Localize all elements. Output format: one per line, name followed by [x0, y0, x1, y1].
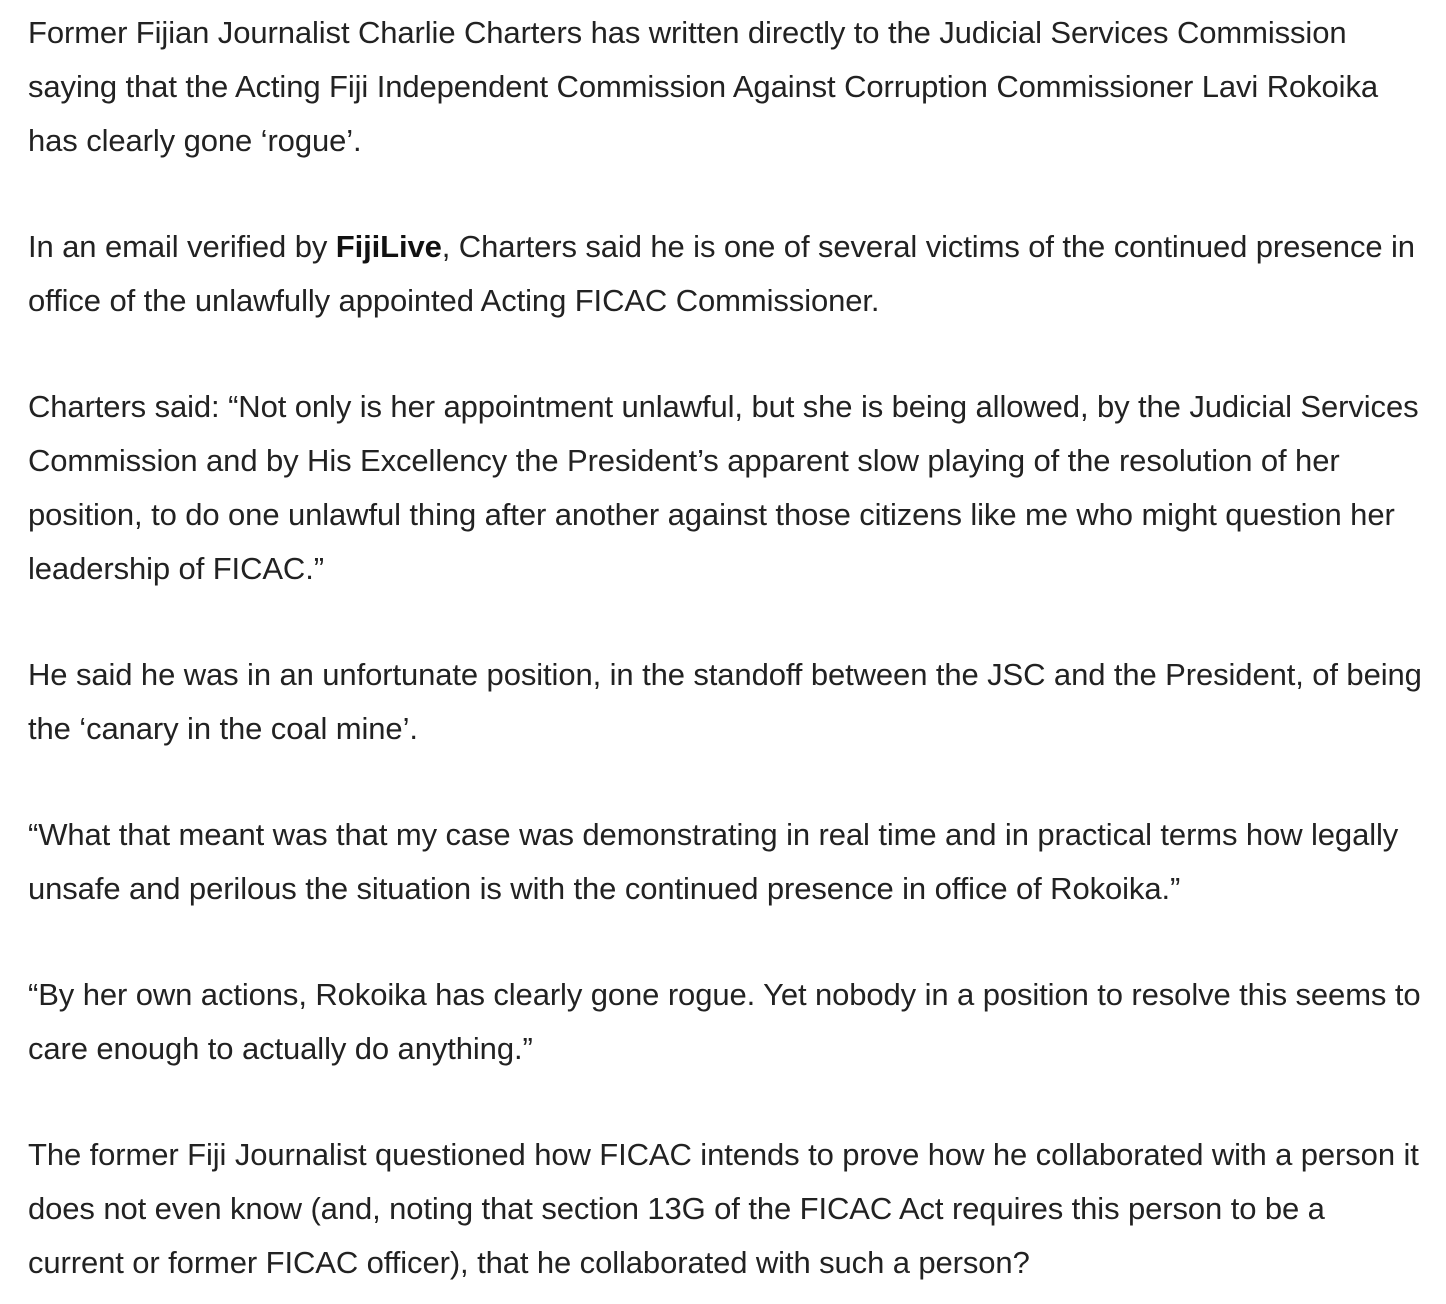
article-paragraph-2	[28, 220, 1428, 328]
paragraph-2-text-before: In an email verified by	[28, 229, 336, 264]
source-name-fijilive: FijiLive	[335, 229, 442, 264]
article-paragraph-5: “What that meant was that my case was demonstrating in real time and in practical terms how legally unsafe and perilous the situation is with the continued presence in office of Rokoika.”	[28, 817, 1399, 906]
article-paragraph-4: He said he was in an unfortunate position, in the standoff between the JSC and the President, of being the ‘canary in the coal mine’.	[28, 657, 1422, 746]
article-paragraph-3: Charters said: “Not only is her appointment unlawful, but she is being allowed, by the Judicial Services Commission and by His Excellency the President’s apparent slow playing of the resolution of her position, to do one unlawful thing after another against those citizens like me who might question her leadership of FICAC.”	[28, 389, 1419, 586]
article-paragraph-6: “By her own actions, Rokoika has clearly gone rogue. Yet nobody in a position to resolve this seems to care enough to actually do anything.”	[28, 977, 1421, 1066]
article-body	[28, 6, 1428, 1290]
article-paragraph-1: Former Fijian Journalist Charlie Charters has written directly to the Judicial Services Commission saying that the Acting Fiji Independent Commission Against Corruption Commissioner Lavi Rokoika has clearly gone ‘rogue’.	[28, 15, 1379, 158]
article-paragraph-7: The former Fiji Journalist questioned how FICAC intends to prove how he collaborated with a person it does not even know (and, noting that section 13G of the FICAC Act requires this person to be a current or former FICAC officer), that he collaborated with such a person?	[28, 1137, 1419, 1280]
paragraph-2-text-after: , Charters said he is one of several victims of the continued presence in office of the unlawfully appointed Acting FICAC Commissioner.	[28, 229, 1415, 318]
